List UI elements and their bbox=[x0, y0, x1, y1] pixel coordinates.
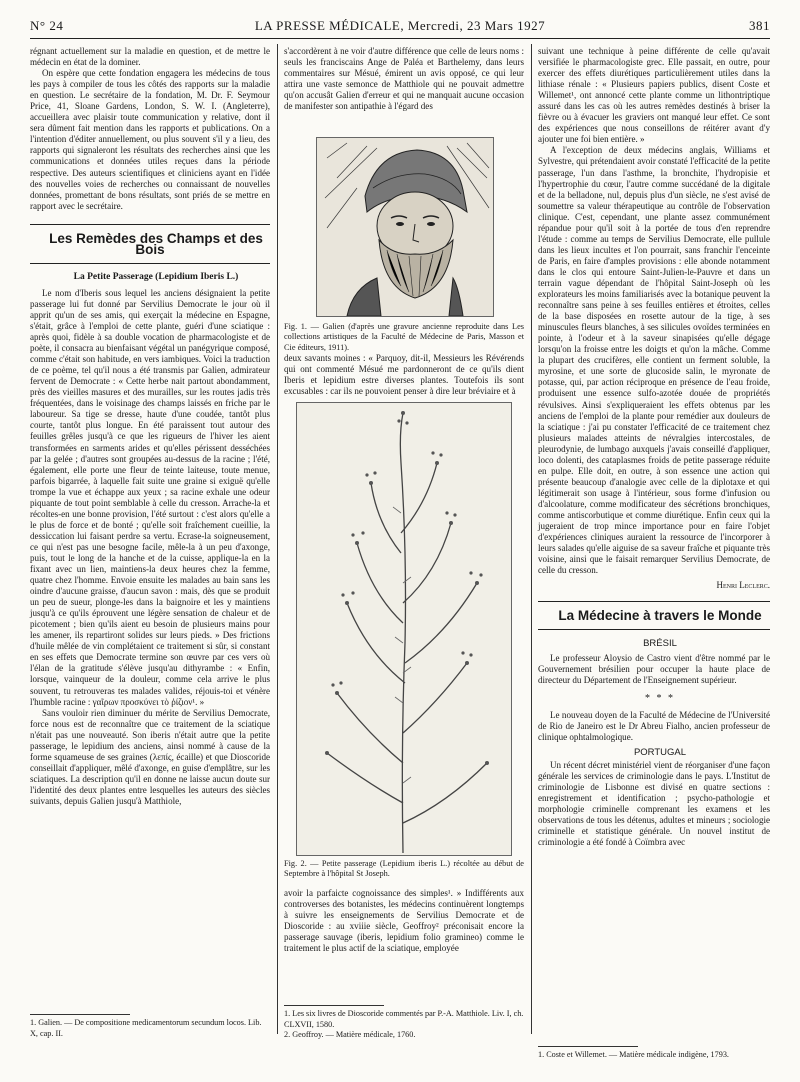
asterism: * * * bbox=[645, 692, 675, 704]
section-rule bbox=[538, 629, 770, 630]
footnote: 1. Galien. — De compositione medicamentorum secundum locos. Lib. X, cap. II. bbox=[30, 1018, 262, 1038]
country-subhead: BRÉSIL bbox=[643, 638, 677, 650]
column-2 bbox=[284, 46, 524, 112]
journal-title: LA PRESSE MÉDICALE, Mercredi, 23 Mars 1927 bbox=[254, 18, 546, 33]
footnote-rule bbox=[30, 1014, 130, 1015]
column-2-bottom bbox=[284, 888, 524, 954]
paragraph: Le professeur Aloysio de Castro vient d'être nommé par le Gouvernement brésilien pour occuper la haute place de directeur du Département de l'Enseignement supérieur. bbox=[538, 653, 770, 686]
footnote-rule bbox=[284, 1005, 384, 1006]
header-rule bbox=[30, 38, 770, 39]
lepidium-plant-illustration bbox=[297, 403, 511, 855]
paragraph: Le nom d'Iberis sous lequel les anciens désignaient la petite passerage lui fut donné par Servilius Democrate le jour où il apprit qu'un de ses amis, qui exerçait la médecine en Espagne, s'était, grâce à l'emploi de cette plante, guéri d'une sciatique : après quoi, fidèle à sa double vocation de pharmacologiste et de poète, il consacra au bienfaisant végétal un panégyrique composé, comme c'était son habitude, en vers iambiques. Voici la traduction de ce poème, tel qu'il nous a été transmis par Galien, admirateur fervent de Democrate : « Cette herbe nait partout abondamment, près des vieilles masures et des murailles, sur les routes jadis très fréquentées, dans le voisinage des champs laissés en friche par le laboureur. Sa tige se dresse, haute d'une coudée, tantôt plus courte, tantôt plus longue. En été paraissent tout autour des feuilles grêles jusqu'à ce que les rigueurs de l'hiver les aient transformées en sarments arides et qu'elles périssent desséchées par la gelée ; d'autres sont groupées au-dessus de la racine ; l'été, également, elle porte une fleur de teinte laiteuse, toute menue, parfois bigarrée, à laquelle fait suite une graine si exiguë qu'elle trompe la vue et échappe aux yeux ; sa racine exhale une odeur piquante de tout point semblable à celle du cresson. Arrache-la et récoltes-en une bonne provision, l'été surtout : c'est alors qu'elle a le plus de force et de bonté ; qu'elle soit fraîchement cueillie, la dessiccation lui faisant perdre sa vertu. Ecrase-la soigneusement, ce qui n'est pas une besogne facile, mêle-la à un peu d'axonge, puis, tout le long de la hanche et de la cuisse, applique-la en la fixant avec un lien, maintiens-la deux heures chez la femme, quatre chez l'homme. Envoie ensuite les malades au bain sans les oindre d'aucune graisse, d'aucun savon : mais, dès que se produit un peu de sueur, plonge-les dans la baignoire et les y maintiens jusqu'à ce qu'ils éprouvent une légère sensation de chaleur et de picotement ; bien qu'ils aient eu besoin de plusieurs mains pour les amener, ils repartiront solides sur leurs pieds. » Des frictions d'huile mêlée de vin complétaient ce traitement si sûr, si constant en ses effets que Democrate termine son œuvre par ces vers où l'élan de la gratitude s'élève jusqu'au dithyrambe : « Enfin, lorsque, vainqueur de la douleur, comme cela arrive le plus souvent, tu retrouveras tes malades valides, réjouis-toi et vénère l'humble racine : γαῖρων προσκύνει τὸ ῥίζιον¹. » bbox=[30, 287, 270, 707]
paragraph: Un récent décret ministériel vient de réorganiser d'une façon générale les services de criminologie dans le pays. L'Institut de criminologie de Lisbonne est divisé en quatre sections : enregistrement et identification ; psycho-pathologie et morphologie criminelle comprenant les examens et les observations de tous les détenus, adultes et mineurs ; sociologie criminelle et statistique générale. Un nouvel institut de criminologie a été fondé à Coïmbra avec bbox=[538, 759, 770, 848]
paragraph: suivant une technique à peine différente de celle qu'avait versifiée le pharmacologiste grec. Elle passait, en outre, pour exercer des effets diurétiques particulièrement utiles dans la lithiase rénale : « Plusieurs papiers publics, disent Coste et Willemet¹, ont annoncé cette plante comme un lithontriptique assuré dans les cas où les autres remèdes destinés à briser la fièvre ou à évacuer les graviers ont manqué leur effet. Ce sont des expériences que nous conseillons de réitérer avant d'y ajouter une foi bien entière. » bbox=[538, 46, 770, 145]
column-2-continued bbox=[284, 353, 524, 397]
figure-2-caption: Fig. 2. — Petite passerage (Lepidium iberis L.) récoltée au début de Septembre à l'hôpital St Joseph. bbox=[284, 859, 524, 879]
footnote-rule bbox=[538, 1046, 638, 1047]
figure-1-caption: Fig. 1. — Galien (d'après une gravure ancienne reproduite dans Les collections artistiques de la Faculté de Médecine de Paris, Masson et Cie éditeurs, 1911). bbox=[284, 322, 524, 352]
page-number: 381 bbox=[749, 18, 770, 33]
page-header bbox=[30, 14, 770, 36]
column-rule bbox=[277, 44, 278, 1034]
footnote: 2. Geoffroy. — Matière médicale, 1760. bbox=[284, 1030, 416, 1039]
author-signature: Henri Leclerc. bbox=[716, 580, 770, 591]
figure-1-galien bbox=[316, 137, 494, 317]
paragraph: régnant actuellement sur la maladie en question, et de mettre le médecin en état de la dominer. bbox=[30, 46, 270, 68]
section-title: La Médecine à travers le Monde bbox=[558, 608, 762, 624]
section-rule bbox=[30, 224, 270, 225]
country-subhead: PORTUGAL bbox=[633, 746, 687, 758]
footnote: 1. Coste et Willemet. — Matière médicale indigène, 1793. bbox=[538, 1050, 729, 1059]
column-1 bbox=[30, 46, 270, 807]
column-rule bbox=[531, 44, 532, 1034]
column-3 bbox=[538, 46, 770, 848]
figure-2-lepidium bbox=[296, 402, 512, 856]
paragraph: A l'exception de deux médecins anglais, Williams et Sylvestre, qui prétendaient avoir constaté l'efficacité de la petite passerage, l'un dans l'asthme, la bronchite, l'hydropisie et l'hypertrophie du cœur, l'autre comme succédané de la digitale et de la belladone, nul, depuis plus d'un siècle, ne s'est avisé de soumettre sa valeur thérapeutique au contrôle de l'observation clinique. C'est, cependant, une plante assez communément répandue pour qu'il soit à la portée de tous d'en reprendre l'étude : comme au temps de Servilius Democrate, elle pullule dans les lieux incultes et l'on pourrait, sans franchir l'enceinte de Paris, en faire d'amples provisions : elle abonde notamment dans le clos qui entoure Saint-Julien-le-Pauvre et dans un terrain vague dépendant de l'hôpital Saint-Joseph où les explorateurs les moins familiarisés avec la botanique peuvent la reconnaître sans peine à ses feuilles entières et étroites, celles de la base disposées en rosette autour de la tige, à ses minuscules fleurs blanches, à ses silicules ovoïdes terminées en pointe, à l'odeur et à la saveur sinapisées qu'elle dégage lorsqu'on la froisse entre les doigts et qu'on la mâche. Comme la plupart des crucifères, elle contient un ferment soluble, la myrosine, et une sorte de glucoside salin, le myronate de potasse, qui, par action réciproque en présence de l'eau froide, produisent une essence sulfo-azotée douée de propriétés révulsives. Ainsi s'expliqueraient les effets obtenus par les anciens de l'emploi de la plante pour remédier aux douleurs de la sciatique : j'ai pu constater l'efficacité de ce traitement chez plusieurs malades atteints de névralgies intercostales, de pleurodynie, de lumbago auxquels j'avais conseillé d'appliquer, loco dolenti, des cataplasmes froids de petite passerage réduite en pulpe. Elle doit, en outre, à son essence une action qui présente beaucoup d'analogie avec celle de la diplotaxe et qui légitimerait son usage à l'intérieur, sous forme d'infusion ou d'alcoolature, comme modificateur des sécrétions bronchiques, comme antiscorbutique et comme diurétique. Enfin ceux qui la jugeraient de trop mince importance pour en faire l'objet d'expériences cliniques auraient la ressource de l'incorporer à leurs salades qu'elle aiguise de sa saveur fraîche et piquante très voisine, ainsi que le faisait remarquer Servilius Democrate, de celle du cresson. bbox=[538, 145, 770, 576]
paragraph: deux savants moines : « Parquoy, dit-il, Messieurs les Révérends qui ont commenté Mésué me pardonneront de ce qu'ils dient Iberis et lepidium estre diverses plantes. Toutefois ils sont excusables : car ils ne pouvoient penser à dire leur bréviaire et à bbox=[284, 353, 524, 397]
article-subhead: La Petite Passerage (Lepidium Iberis L.) bbox=[73, 271, 239, 282]
section-rule bbox=[538, 601, 770, 602]
section-rule bbox=[30, 263, 270, 264]
issue-number: N° 24 bbox=[30, 18, 64, 33]
paragraph: avoir la parfaicte cognoissance des simples¹. » Indifférents aux controverses des botanistes, les médecins continuèrent longtemps à suivre les enseignements de Servilius Democrate et de Dioscoride : au xviiie siècle, Geoffroy² préconisait encore la passerage sauvage (iberis, lepidium folio gramineo) comme le traitement le plus actif de la sciatique, employée bbox=[284, 888, 524, 954]
section-title: Les Remèdes des Champs et des Bois bbox=[49, 230, 263, 257]
paragraph: s'accordèrent à ne voir d'autre différence que celle de leurs noms : seuls les franciscains Ange de Paléa et Barthelemy, dans leurs commentaires sur Mésué, émirent un avis opposé, ce qui leur attira une vaste semonce de Matthiole qui ne pouvait admettre qu'on accusât Galien d'erreur et qui ne manquait aucune occasion de manifester son antipathie à l'égard des bbox=[284, 46, 524, 112]
galien-portrait-engraving bbox=[317, 138, 493, 316]
paragraph: Sans vouloir rien diminuer du mérite de Servilius Democrate, force nous est de reconnaître que ce traitement de la sciatique n'était pas une nouveauté. Son iberis n'était autre que la petite passerage, le lepidium des anciens, ainsi nommé à cause de la forme squameuse de ses graines (λεπίς, écaille) et que Dioscoride conseillait d'appliquer, mêlé d'axonge, en guise d'emplâtre, sur les sciatiques. La description qu'il en donne ne laisse aucun doute sur l'identité des deux plantes entre lesquelles les auteurs des siècles suivants, depuis Galien jusqu'à Matthiole, bbox=[30, 707, 270, 806]
footnote: 1. Les six livres de Dioscoride commentés par P.-A. Matthiole. Liv. I, ch. CLXVII, 1580. bbox=[284, 1009, 524, 1029]
paragraph: On espère que cette fondation engagera les médecins de tous les pays à compiler de tous les côtés des rapports sur la maladie en question. Le secrétaire de la fondation, M. Dr. F. Seymour Price, 41, Sloane Gardens, London, S. W. I. (Angleterre), accueillera avec plaisir toute communication y relative, dont il sera dûment fait mention dans les rapports et publications. On a l'intention d'éditer annuellement, ou plus souvent s'il y a lieu, des rapports qui signaleront les résultats des recherches ainsi que les communications et données utiles reçues dans la période respective. Des auteurs scientifiques et cliniciens ayant en l'idée des nouvelles voies de recherches ou connaissant de nouvelles données, promettant de bons résultats, sont priés de se mettre en rapport avec le secrétaire. bbox=[30, 68, 270, 211]
paragraph: Le nouveau doyen de la Faculté de Médecine de l'Université de Rio de Janeiro est le Dr Abreu Fialho, ancien professeur de clinique ophtalmologique. bbox=[538, 709, 770, 742]
